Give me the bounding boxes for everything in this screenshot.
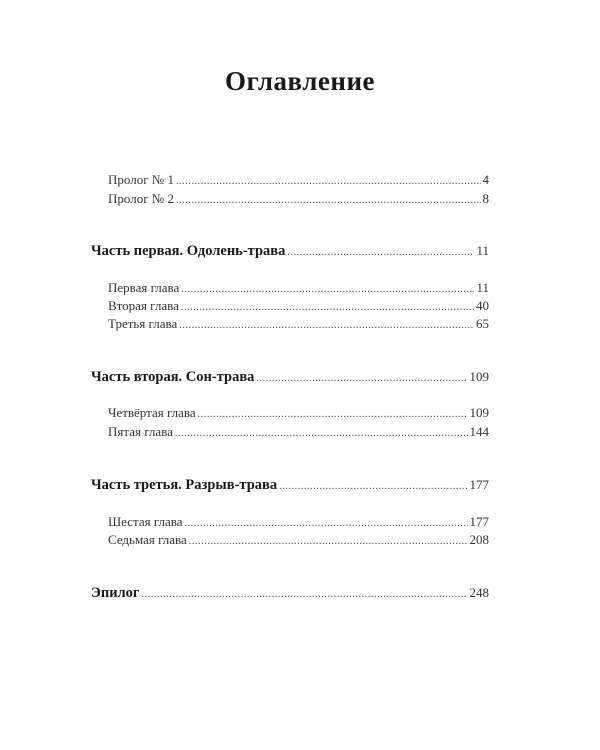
toc-entry-label: Часть первая. Одолень-трава	[91, 243, 286, 259]
toc-entry-chapter-6[interactable]	[108, 514, 489, 530]
dot-leader	[142, 589, 468, 600]
toc-entry-page: 8	[482, 191, 489, 206]
dot-leader	[198, 409, 468, 420]
toc-entry-chapter-7[interactable]	[108, 532, 489, 548]
page-title: Оглавление	[225, 66, 375, 96]
toc-entry-page: 4	[482, 172, 489, 187]
toc-entry-label: Пятая глава	[108, 424, 173, 439]
dot-leader	[176, 176, 481, 187]
toc-entry-label: Шестая глава	[108, 514, 183, 529]
toc-entry-label: Вторая глава	[108, 298, 179, 313]
dot-leader	[256, 373, 467, 384]
toc-entry-chapter-5[interactable]	[108, 424, 489, 440]
toc-entry-page: 11	[476, 243, 489, 258]
toc-entry-part-2[interactable]	[91, 369, 489, 386]
toc-entry-page: 11	[476, 280, 489, 295]
dot-leader	[181, 302, 474, 313]
dot-leader	[176, 195, 481, 206]
toc-entry-label: Четвёртая глава	[108, 405, 196, 420]
dot-leader	[287, 247, 474, 258]
toc-entry-epilogue[interactable]	[91, 585, 489, 602]
dot-leader	[179, 320, 474, 331]
toc-entry-part-1[interactable]	[91, 243, 489, 260]
toc-entry-page: 144	[469, 424, 489, 439]
toc-entry-page: 109	[469, 369, 489, 384]
toc-entry-chapter-1[interactable]	[108, 280, 489, 296]
dot-leader	[189, 536, 468, 547]
toc-entry-chapter-3[interactable]	[108, 316, 489, 332]
toc-entry-label: Эпилог	[91, 585, 140, 601]
dot-leader	[175, 428, 468, 439]
toc-entry-label: Седьмая глава	[108, 532, 187, 547]
toc-entry-page: 109	[469, 405, 489, 420]
toc-entry-prologue-2[interactable]	[108, 191, 489, 207]
toc-entry-label: Третья глава	[108, 316, 178, 331]
toc-entry-page: 40	[476, 298, 489, 313]
toc-entry-prologue-1[interactable]	[108, 172, 489, 188]
dot-leader	[181, 284, 474, 295]
toc-entry-label: Часть третья. Разрыв-трава	[91, 477, 278, 493]
toc-entry-label: Первая глава	[108, 280, 180, 295]
toc-entry-label: Пролог № 1	[108, 172, 174, 187]
dot-leader	[184, 518, 467, 529]
toc-entry-label: Пролог № 2	[108, 191, 174, 206]
toc-entry-part-3[interactable]	[91, 477, 489, 494]
toc-entry-page: 65	[476, 316, 489, 331]
toc-entry-label: Часть вторая. Сон-трава	[91, 369, 255, 385]
toc-entry-page: 177	[469, 514, 489, 529]
toc-entry-page: 248	[469, 585, 489, 600]
toc-entry-page: 208	[469, 532, 489, 547]
toc-entry-chapter-2[interactable]	[108, 298, 489, 314]
toc-entry-page: 177	[469, 477, 489, 492]
toc-entry-chapter-4[interactable]	[108, 405, 489, 421]
dot-leader	[279, 481, 467, 492]
